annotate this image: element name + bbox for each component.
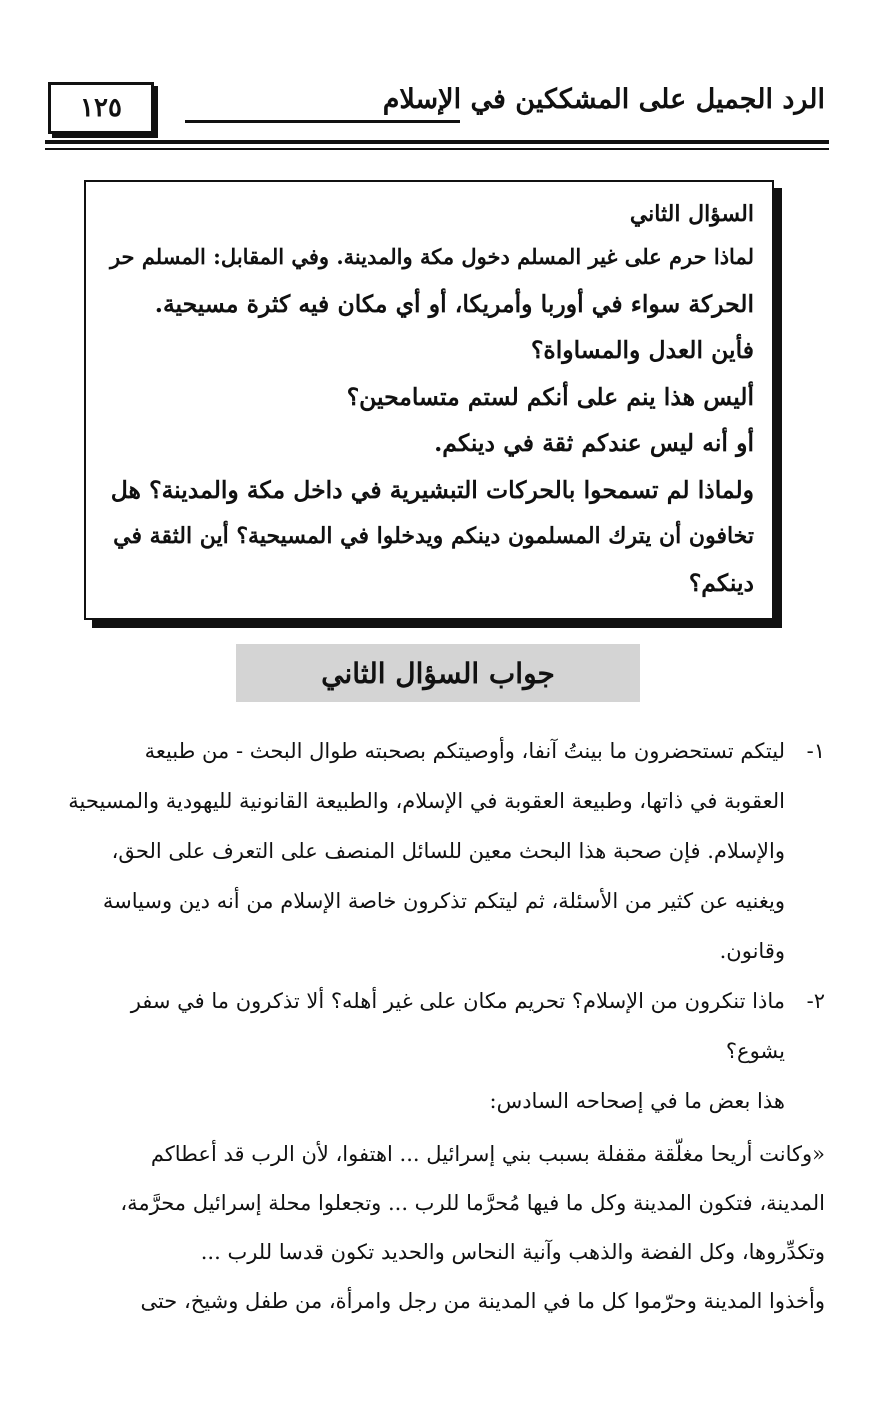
quote-intro: هذا بعض ما في إصحاحه السادس: xyxy=(489,1089,785,1113)
quote-line: وأخذوا المدينة وحرّموا كل ما في المدينة من رجل وامرأة، من طفل وشيخ، حتى xyxy=(140,1289,825,1313)
header-rule-thin xyxy=(45,148,829,150)
question-line: دينكم؟ xyxy=(688,568,754,597)
text-line: والإسلام. فإن صحبة هذا البحث معين للسائل المنصف على التعرف على الحق، xyxy=(111,839,785,863)
question-box xyxy=(84,180,774,620)
text-line: العقوبة في ذاتها، وطبيعة العقوبة في الإسلام، والطبيعة القانونية لليهودية والمسيحية xyxy=(68,789,785,813)
question-line: الحركة سواء في أوربا وأمريكا، أو أي مكان فيه كثرة مسيحية. xyxy=(154,289,754,318)
page-title: الرد الجميل على المشككين في الإسلام xyxy=(382,84,825,115)
page-header xyxy=(40,70,825,150)
answer-body xyxy=(35,726,825,1326)
question-line: أليس هذا ينم على أنكم لستم متسامحين؟ xyxy=(346,382,754,411)
quotation xyxy=(35,1130,825,1326)
text-line: وقانون. xyxy=(719,939,785,963)
quote-line: «وكانت أريحا مغلّقة مقفلة بسبب بني إسرائيل ... اهتفوا، لأن الرب قد أعطاكم xyxy=(150,1142,825,1166)
question-line: تخافون أن يترك المسلمون دينكم ويدخلوا في المسيحية؟ أين الثقة في xyxy=(113,523,754,549)
title-rule xyxy=(185,120,460,123)
text-line: يشوع؟ xyxy=(725,1039,785,1063)
answer-heading: جواب السؤال الثاني xyxy=(236,644,640,702)
page-number: ١٢٥ xyxy=(48,82,154,134)
question-line: فأين العدل والمساواة؟ xyxy=(530,336,754,364)
list-item xyxy=(35,726,825,976)
item-number: ١- xyxy=(806,739,825,763)
quote-line: المدينة، فتكون المدينة وكل ما فيها مُحرَّما للرب ... وتجعلوا محلة إسرائيل محرَّمة، xyxy=(120,1191,825,1215)
question-line: أو أنه ليس عندكم ثقة في دينكم. xyxy=(434,429,754,457)
header-rule-thick xyxy=(45,140,829,144)
quote-line: وتكدِّروها، وكل الفضة والذهب وآنية النحاس والحديد تكون قدسا للرب ... xyxy=(200,1240,825,1264)
question-line: لماذا حرم على غير المسلم دخول مكة والمدينة. وفي المقابل: المسلم حر xyxy=(109,244,754,269)
text-line: ماذا تنكرون من الإسلام؟ تحريم مكان على غير أهله؟ ألا تذكرون ما في سفر xyxy=(130,989,785,1013)
text-line: ليتكم تستحضرون ما بينتُ آنفا، وأوصيتكم بصحبته طوال البحث - من طبيعة xyxy=(144,739,785,763)
text-line: ويغنيه عن كثير من الأسئلة، ثم ليتكم تذكرون خاصة الإسلام من أنه دين وسياسة xyxy=(102,889,785,913)
question-line: ولماذا لم تسمحوا بالحركات التبشيرية في داخل مكة والمدينة؟ هل xyxy=(110,475,754,504)
item-number: ٢- xyxy=(806,989,825,1013)
list-item xyxy=(35,976,825,1076)
question-heading: السؤال الثاني xyxy=(629,201,754,227)
